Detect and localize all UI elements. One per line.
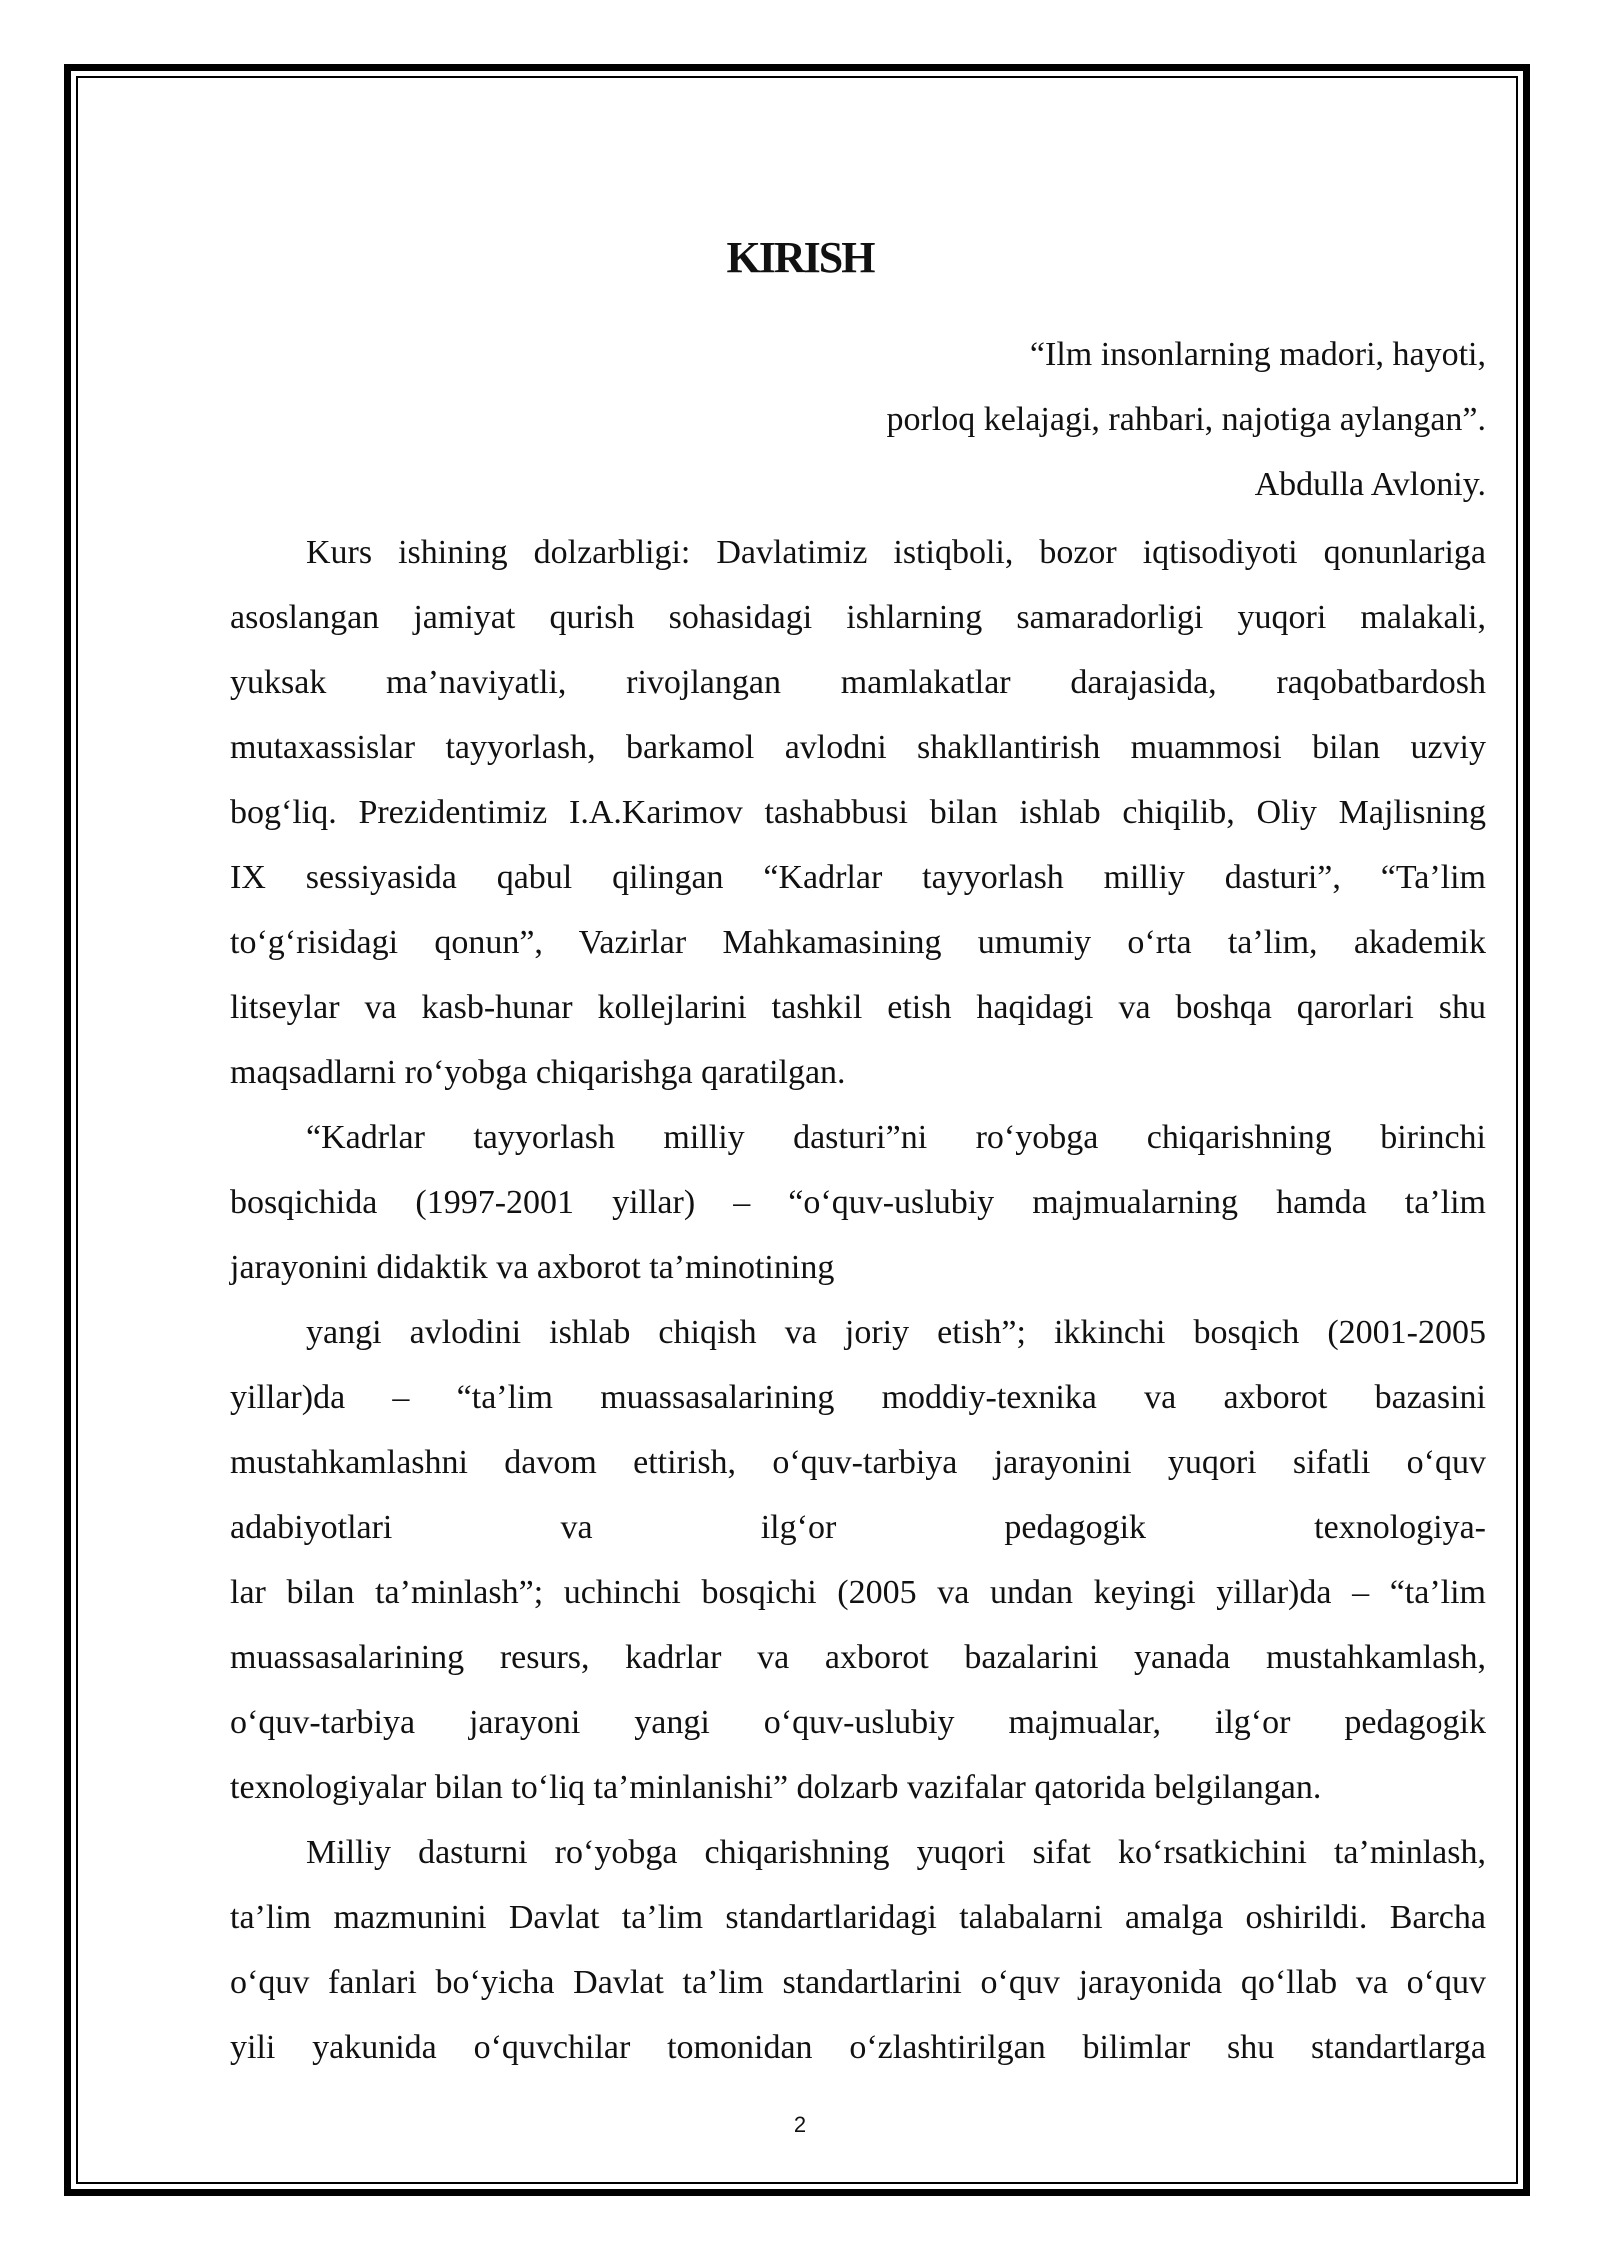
epigraph	[887, 322, 1486, 517]
epigraph-line: “Ilm insonlarning madori, hayoti,	[1029, 336, 1486, 373]
text-line: bog‘liq. Prezidentimiz I.A.Karimov tashabbusi bilan ishlab chiqilib, Oliy Majlisning	[230, 794, 1486, 831]
text-line: litseylar va kasb-hunar kollejlarini tashkil etish haqidagi va boshqa qarorlari shu	[230, 989, 1486, 1026]
epigraph-author: Abdulla Avloniy.	[1254, 466, 1486, 503]
text-line: jarayonini didaktik va axborot ta’minotining	[230, 1249, 835, 1286]
text-line: yillar)da – “ta’lim muassasalarining moddiy-texnika va axborot bazasini	[230, 1379, 1486, 1416]
text-line: yili yakunida o‘quvchilar tomonidan o‘zlashtirilgan bilimlar shu standartlarga	[230, 2029, 1486, 2066]
text-line: Milliy dasturni ro‘yobga chiqarishning yuqori sifat ko‘rsatkichini ta’minlash,	[306, 1834, 1486, 1871]
text-line: Kurs ishining dolzarbligi: Davlatimiz istiqboli, bozor iqtisodiyoti qonunlariga	[306, 534, 1486, 571]
page-number: 2	[793, 2112, 807, 2137]
page-title: KIRISH	[726, 233, 874, 282]
body-text	[230, 520, 1486, 2080]
text-line: mutaxassislar tayyorlash, barkamol avlodni shakllantirish muammosi bilan uzviy	[230, 729, 1486, 766]
text-line: IX sessiyasida qabul qilingan “Kadrlar tayyorlash milliy dasturi”, “Ta’lim	[230, 859, 1486, 896]
text-line: “Kadrlar tayyorlash milliy dasturi”ni ro‘yobga chiqarishning birinchi	[306, 1119, 1486, 1156]
text-line: o‘quv-tarbiya jarayoni yangi o‘quv-uslubiy majmualar, ilg‘or pedagogik	[230, 1704, 1486, 1741]
text-line: maqsadlarni ro‘yobga chiqarishga qaratilgan.	[230, 1054, 846, 1091]
text-line: yuksak ma’naviyatli, rivojlangan mamlakatlar darajasida, raqobatbardosh	[230, 664, 1486, 701]
text-line: texnologiyalar bilan to‘liq ta’minlanishi” dolzarb vazifalar qatorida belgilangan.	[230, 1769, 1322, 1806]
text-line: mustahkamlashni davom ettirish, o‘quv-tarbiya jarayonini yuqori sifatli o‘quv	[230, 1444, 1486, 1481]
text-line: ta’lim mazmunini Davlat ta’lim standartlaridagi talabalarni amalga oshirildi. Barcha	[230, 1899, 1486, 1936]
epigraph-line: porloq kelajagi, rahbari, najotiga aylangan”.	[886, 401, 1486, 438]
text-line: lar bilan ta’minlash”; uchinchi bosqichi (2005 va undan keyingi yillar)da – “ta’lim	[230, 1574, 1486, 1611]
text-line: o‘quv fanlari bo‘yicha Davlat ta’lim standartlarini o‘quv jarayonida qo‘llab va o‘quv	[230, 1964, 1486, 2001]
text-line: yangi avlodini ishlab chiqish va joriy etish”; ikkinchi bosqich (2001-2005	[306, 1314, 1486, 1351]
text-line: to‘g‘risidagi qonun”, Vazirlar Mahkamasining umumiy o‘rta ta’lim, akademik	[230, 924, 1486, 961]
text-line: muassasalarining resurs, kadrlar va axborot bazalarini yanada mustahkamlash,	[230, 1639, 1486, 1676]
text-line: adabiyotlari va ilg‘or pedagogik texnologiya-	[230, 1509, 1486, 1546]
text-line: asoslangan jamiyat qurish sohasidagi ishlarning samaradorligi yuqori malakali,	[230, 599, 1486, 636]
text-line: bosqichida (1997-2001 yillar) – “o‘quv-uslubiy majmualarning hamda ta’lim	[230, 1184, 1486, 1221]
